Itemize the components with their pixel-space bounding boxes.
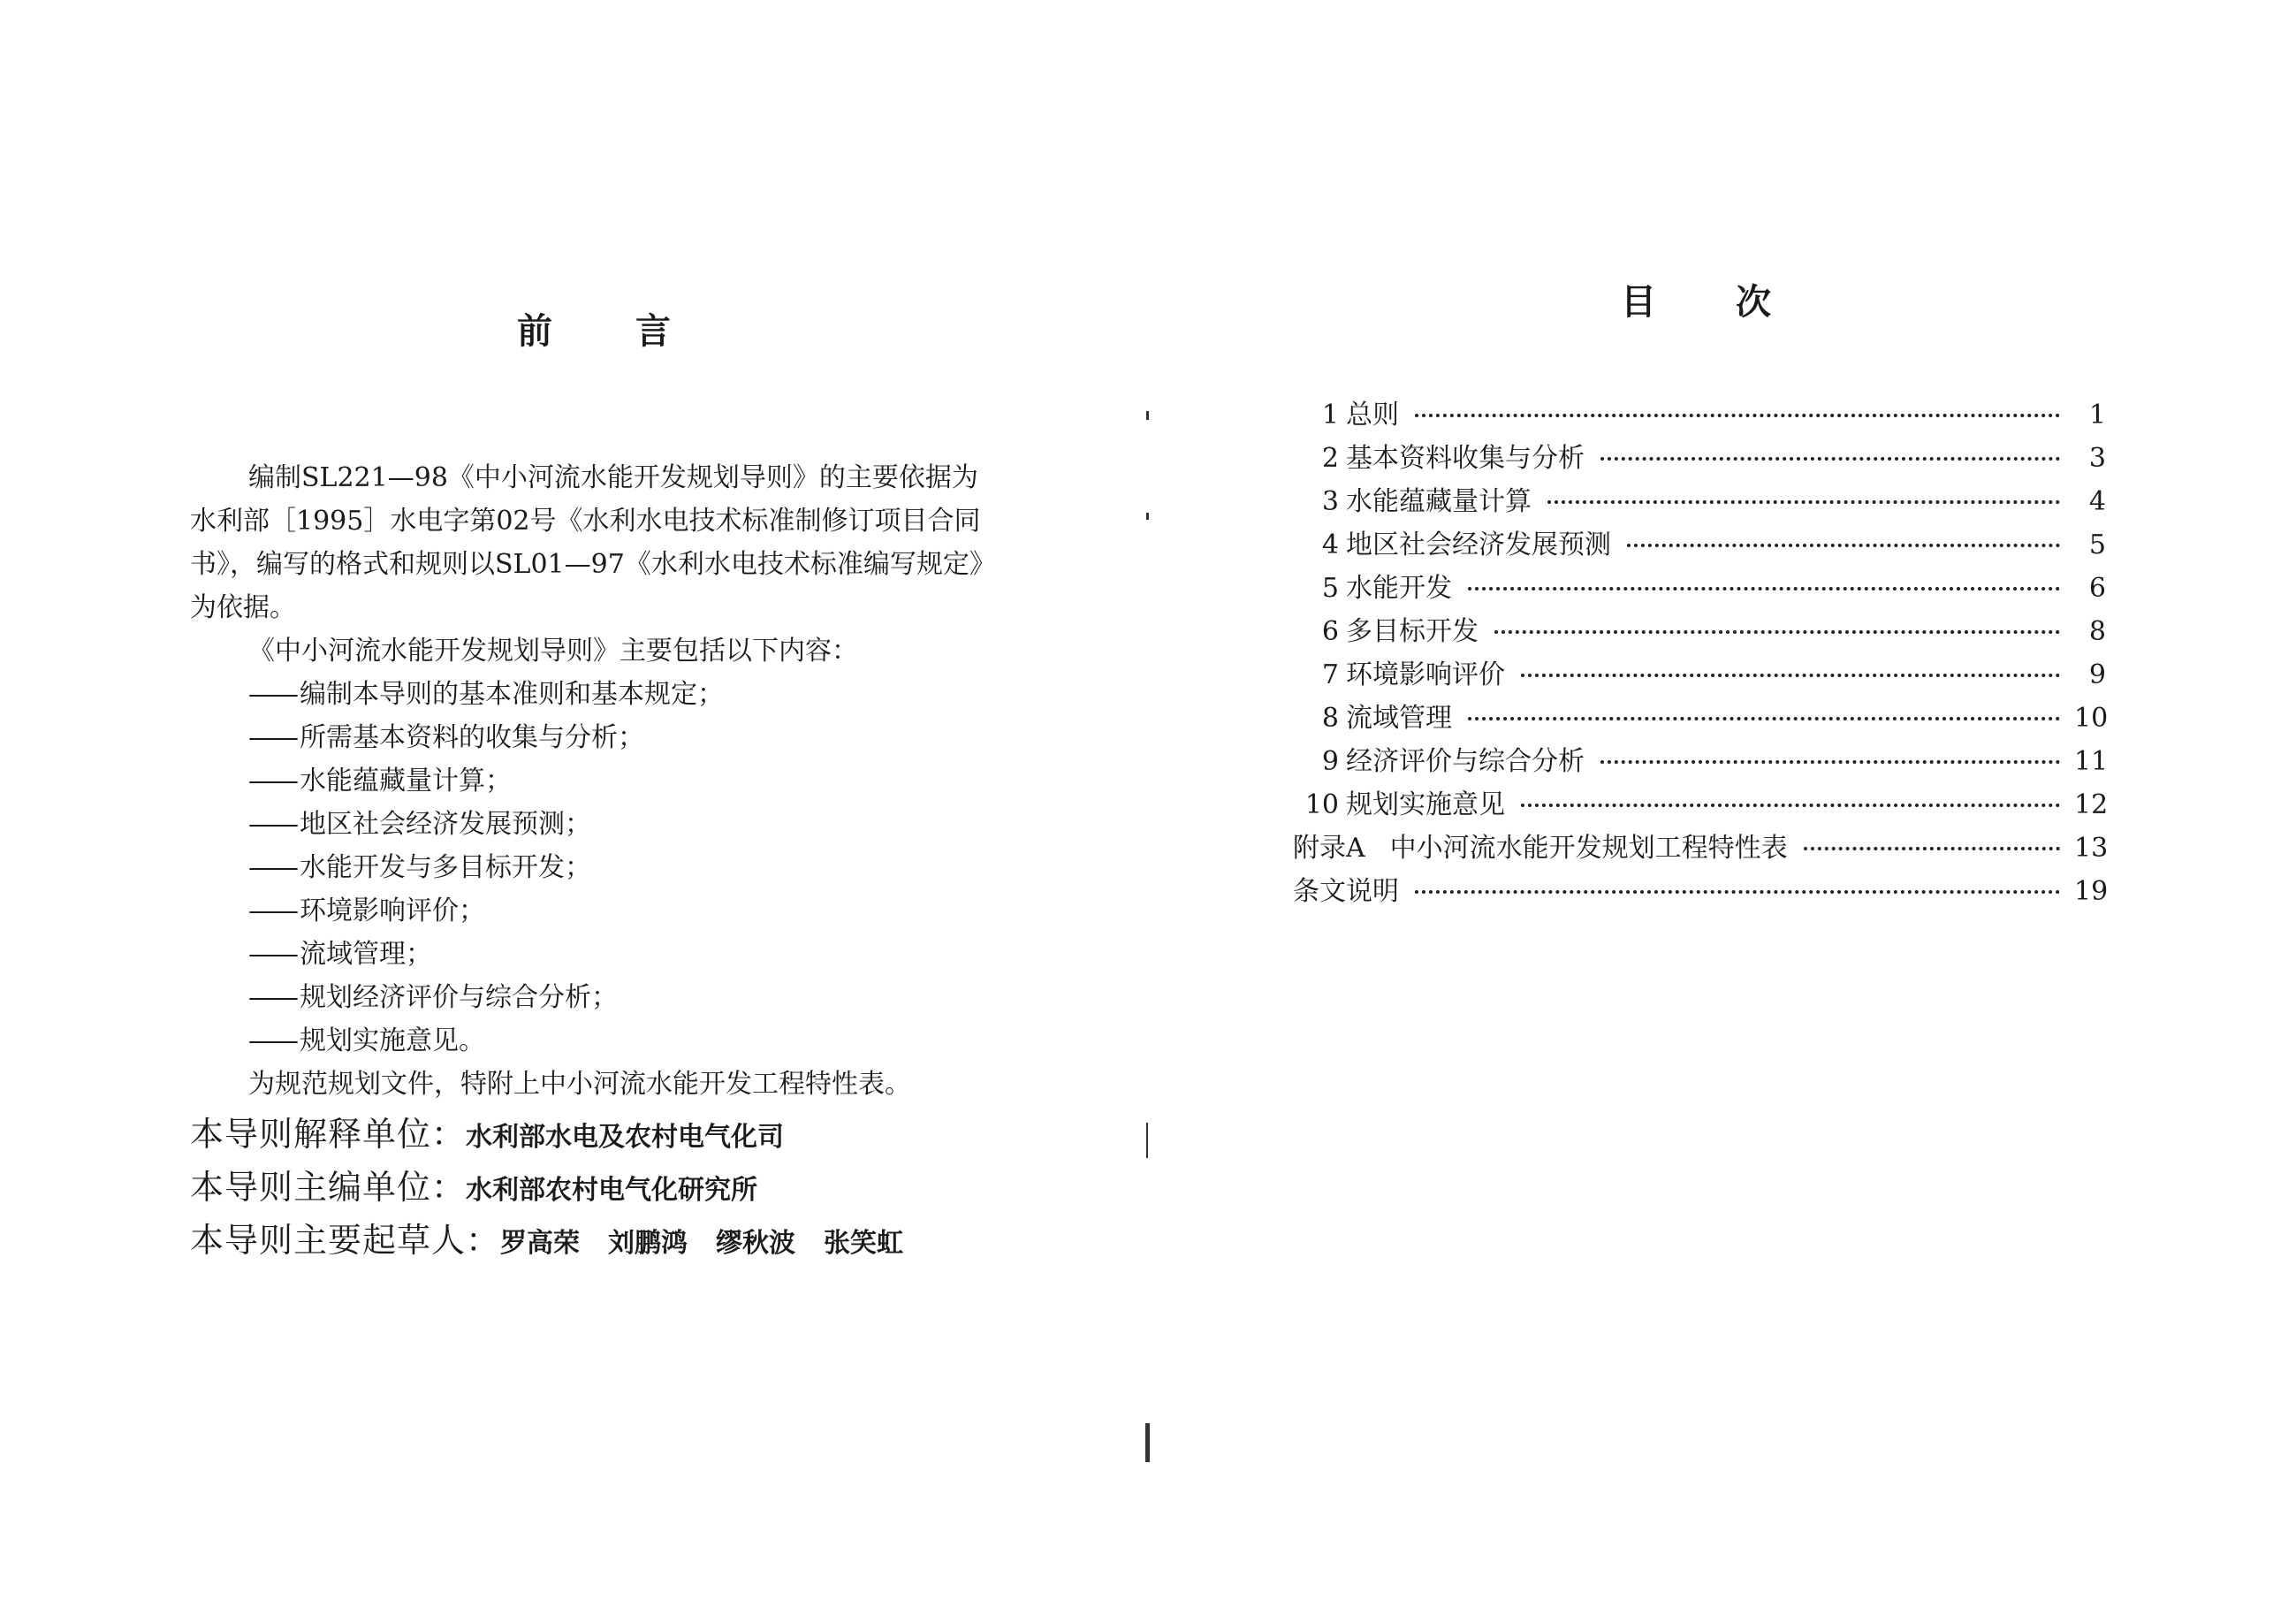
- preface-item: —— 规划实施意见。: [248, 1025, 485, 1056]
- toc-entry-title: 中小河流水能开发规划工程特性表: [1389, 833, 1788, 864]
- toc-leader-dots: [1415, 890, 2060, 894]
- chief-editor-unit-line: [190, 1160, 1074, 1213]
- interpretation-unit: 水利部水电及农村电气化司: [466, 1122, 785, 1153]
- toc-entry-number: 10: [1304, 789, 1339, 820]
- preface-item: —— 地区社会经济发展预测；: [248, 809, 591, 840]
- toc-entry-page: 10: [2074, 703, 2109, 734]
- toc-leader-dots: [1468, 587, 2060, 591]
- preface-paragraph-2: 《中小河流水能开发规划导则》主要包括以下内容：: [248, 636, 858, 667]
- toc-entry-number: 2: [1321, 443, 1339, 474]
- chief-editor-unit-label: 本导则主编单位：: [190, 1168, 467, 1207]
- toc-entry[interactable]: [1293, 652, 2106, 696]
- toc-entry[interactable]: [1293, 609, 2106, 652]
- toc-entry[interactable]: [1293, 479, 2106, 522]
- drafters-line: [190, 1213, 1074, 1266]
- toc-entry-title: 水能蕴藏量计算: [1346, 486, 1532, 517]
- toc-entry-appendix[interactable]: [1293, 826, 2109, 869]
- toc-leader-dots: [1468, 717, 2060, 720]
- toc-leader-dots: [1415, 414, 2060, 417]
- toc-entry-number: 6: [1321, 616, 1339, 647]
- toc-title-char-1: 目: [1621, 282, 1658, 323]
- preface-body: [190, 456, 1003, 1106]
- preface-item: —— 规划经济评价与综合分析；: [248, 982, 618, 1013]
- interpretation-unit-label: 本导则解释单位：: [190, 1115, 467, 1154]
- toc-title: [1621, 274, 1773, 324]
- toc-entry-title: 流域管理: [1346, 703, 1452, 734]
- toc-entry[interactable]: [1293, 739, 2109, 782]
- toc-leader-dots: [1804, 847, 2060, 850]
- toc-leader-dots: [1521, 804, 2060, 807]
- toc-entry-page: 1: [2088, 400, 2106, 431]
- drafters-label: 本导则主要起草人：: [190, 1221, 501, 1260]
- toc-entry[interactable]: [1293, 436, 2106, 479]
- toc-entry-title: 水能开发: [1346, 573, 1452, 604]
- toc-entry-page: 5: [2088, 530, 2106, 560]
- toc-entry-title: 地区社会经济发展预测: [1346, 530, 1611, 560]
- toc-entry[interactable]: [1293, 392, 2106, 436]
- preface-item: —— 编制本导则的基本准则和基本规定；: [248, 679, 724, 710]
- toc-entry-page: 3: [2088, 443, 2106, 474]
- toc-entry-title: 环境影响评价: [1346, 659, 1505, 690]
- toc-leader-dots: [1627, 544, 2060, 547]
- preface-paragraph-1: 编制SL221—98《中小河流水能开发规划导则》的主要依据为水利部［1995］水电字第02号《水利水电技术标准制修订项目合同书》，编写的格式和规则以SL01—97《水利水电技术标准编写规定》为依据。: [190, 462, 996, 623]
- toc-entry-title: 总则: [1346, 400, 1399, 431]
- toc-title-char-2: 次: [1736, 282, 1773, 323]
- drafter-name: 缪秋波: [716, 1228, 796, 1259]
- toc-entry[interactable]: [1293, 696, 2109, 739]
- preface-item: —— 流域管理；: [248, 939, 432, 970]
- drafter-name: 刘鹏鸿: [608, 1228, 688, 1259]
- toc-leader-dots: [1521, 674, 2060, 677]
- toc-entry-number: 3: [1321, 486, 1339, 517]
- toc-entry-page: 11: [2074, 746, 2109, 777]
- toc-entry-title: 基本资料收集与分析: [1346, 443, 1585, 474]
- toc-entry-number: 4: [1321, 530, 1339, 560]
- toc-entry[interactable]: [1293, 566, 2106, 609]
- toc-entry-page: 19: [2074, 876, 2109, 907]
- toc-entry-number: 8: [1321, 703, 1339, 734]
- preface-item: —— 水能蕴藏量计算；: [248, 766, 512, 796]
- responsible-units: [190, 1107, 1074, 1266]
- toc-leader-dots: [1547, 500, 2060, 504]
- toc-entry-title: 经济评价与综合分析: [1346, 746, 1585, 777]
- preface-title-char-2: 言: [635, 311, 673, 352]
- toc-entry[interactable]: [1293, 782, 2109, 826]
- toc-entry-title: 多目标开发: [1346, 616, 1479, 647]
- toc-entry-page: 4: [2088, 486, 2106, 517]
- toc-entry-page: 13: [2074, 833, 2109, 864]
- toc-entry-number: 5: [1321, 573, 1339, 604]
- toc-list: [1293, 392, 2109, 912]
- toc-leader-dots: [1600, 760, 2060, 764]
- preface-title: [517, 303, 673, 354]
- toc-entry-page: 12: [2074, 789, 2109, 820]
- interpretation-unit-line: [190, 1107, 1074, 1160]
- preface-item: —— 水能开发与多目标开发；: [248, 852, 591, 883]
- toc-entry-page: 6: [2088, 573, 2106, 604]
- toc-entry-title: 规划实施意见: [1346, 789, 1505, 820]
- preface-item: —— 所需基本资料的收集与分析；: [248, 722, 644, 753]
- toc-entry-explanation[interactable]: [1293, 869, 2109, 912]
- chief-editor-unit: 水利部农村电气化研究所: [466, 1175, 758, 1206]
- toc-entry[interactable]: [1293, 522, 2106, 566]
- preface-title-char-1: 前: [517, 311, 554, 352]
- drafter-name: 张笑虹: [824, 1228, 904, 1259]
- toc-leader-dots: [1600, 457, 2060, 461]
- toc-entry-number: 9: [1321, 746, 1339, 777]
- preface-item: —— 环境影响评价；: [248, 895, 485, 926]
- toc-entry-number: 1: [1321, 400, 1339, 431]
- toc-entry-page: 8: [2088, 616, 2106, 647]
- toc-entry-title: 条文说明: [1293, 876, 1399, 907]
- toc-entry-page: 9: [2088, 659, 2106, 690]
- preface-closing: 为规范规划文件，特附上中小河流水能开发工程特性表。: [248, 1069, 911, 1100]
- drafter-name: 罗高荣: [500, 1228, 581, 1259]
- toc-entry-number: 附录A: [1293, 833, 1365, 864]
- toc-entry-number: 7: [1321, 659, 1339, 690]
- toc-leader-dots: [1494, 630, 2060, 634]
